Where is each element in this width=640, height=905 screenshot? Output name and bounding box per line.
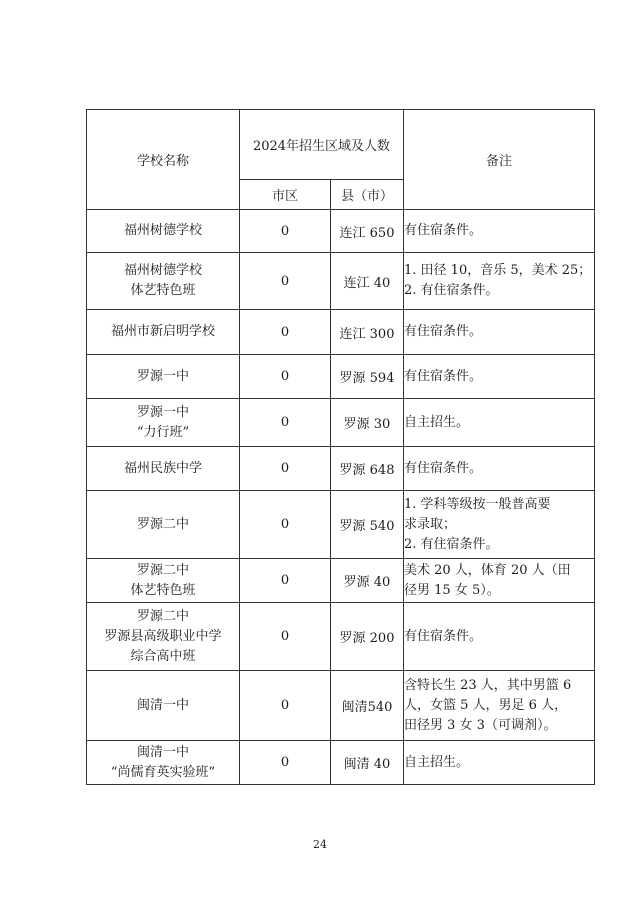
remarks-line: 径男 15 女 5）。 xyxy=(404,582,500,598)
table-row xyxy=(87,210,595,253)
city-count-cell: 0 xyxy=(240,559,331,603)
school-name-line: 闽清一中 xyxy=(136,697,189,713)
city-count-cell: 0 xyxy=(240,210,331,253)
remarks-line: 求录取； xyxy=(404,516,457,532)
city-count-cell: 0 xyxy=(240,603,331,671)
county-count-cell: 罗源 594 xyxy=(331,355,404,399)
school-name-line: 福州树德学校 xyxy=(123,263,202,278)
remarks-cell xyxy=(404,671,595,741)
county-count-cell: 罗源 648 xyxy=(331,447,404,491)
county-count-cell: 连江 650 xyxy=(331,210,404,253)
remarks-line: 有住宿条件。 xyxy=(404,368,483,384)
city-count-cell: 0 xyxy=(240,491,331,559)
remarks-line: 有住宿条件。 xyxy=(404,223,483,238)
remarks-line: 美术 20 人，体育 20 人（田 xyxy=(404,562,571,578)
school-name-line: “力行班” xyxy=(136,424,190,440)
remarks-line: 含特长生 23 人，其中男篮 6 xyxy=(404,677,572,693)
city-count-cell: 0 xyxy=(240,399,331,447)
city-count-cell: 0 xyxy=(240,741,331,785)
school-name-line: “尚儒育英实验班” xyxy=(110,764,216,780)
school-name-line: 福州树德学校 xyxy=(123,223,202,238)
county-count-cell: 罗源 200 xyxy=(331,603,404,671)
remarks-cell xyxy=(404,253,595,310)
table-row xyxy=(87,355,595,399)
header-city: 市区 xyxy=(240,180,331,210)
school-name-line: 罗源二中 xyxy=(136,562,189,578)
school-name-line: 闽清一中 xyxy=(136,744,189,760)
city-count-cell: 0 xyxy=(240,355,331,399)
remarks-line: 2. 有住宿条件。 xyxy=(404,536,499,552)
remarks-line: 自主招生。 xyxy=(404,754,470,770)
remarks-cell xyxy=(404,491,595,559)
remarks-cell xyxy=(404,741,595,785)
school-name-cell xyxy=(87,447,240,491)
table-row xyxy=(87,491,595,559)
school-name-line: 福州民族中学 xyxy=(123,460,202,476)
header-county: 县（市） xyxy=(331,180,404,210)
table-row xyxy=(87,741,595,785)
table-row xyxy=(87,310,595,355)
remarks-line: 自主招生。 xyxy=(404,414,470,430)
school-name-line: 体艺特色班 xyxy=(130,582,196,598)
school-name-cell xyxy=(87,310,240,355)
table-row xyxy=(87,671,595,741)
county-count-cell: 罗源 540 xyxy=(331,491,404,559)
school-name-cell xyxy=(87,491,240,559)
remarks-line: 2. 有住宿条件。 xyxy=(404,283,499,298)
school-name-cell xyxy=(87,399,240,447)
school-name-line: 福州市新启明学校 xyxy=(110,324,215,339)
table-row xyxy=(87,447,595,491)
school-name-line: 罗源二中 xyxy=(136,516,189,532)
remarks-cell xyxy=(404,399,595,447)
remarks-line: 1. 学科等级按一般普高要 xyxy=(404,496,551,512)
remarks-cell xyxy=(404,559,595,603)
school-name-cell xyxy=(87,210,240,253)
school-name-line: 罗源县高级职业中学 xyxy=(104,628,222,644)
table-row xyxy=(87,603,595,671)
remarks-cell xyxy=(404,355,595,399)
school-name-line: 综合高中班 xyxy=(130,648,196,664)
admission-table xyxy=(86,109,595,785)
remarks-line: 有住宿条件。 xyxy=(404,324,483,339)
remarks-line: 1. 田径 10，音乐 5，美术 25； xyxy=(404,263,592,278)
remarks-line: 有住宿条件。 xyxy=(404,628,483,644)
school-name-cell xyxy=(87,559,240,603)
remarks-line: 田径男 3 女 3（可调剂）。 xyxy=(404,717,557,733)
city-count-cell: 0 xyxy=(240,671,331,741)
school-name-cell xyxy=(87,355,240,399)
county-count-cell: 连江 300 xyxy=(331,310,404,355)
school-name-cell xyxy=(87,253,240,310)
school-name-cell xyxy=(87,741,240,785)
table-row xyxy=(87,399,595,447)
remarks-line: 人，女篮 5 人，男足 6 人， xyxy=(404,697,568,713)
school-name-line: 罗源一中 xyxy=(136,368,189,384)
school-name-line: 罗源一中 xyxy=(136,404,189,420)
county-count-cell: 闽清 40 xyxy=(331,741,404,785)
county-count-cell: 罗源 40 xyxy=(331,559,404,603)
table-row xyxy=(87,559,595,603)
county-count-cell: 连江 40 xyxy=(331,253,404,310)
county-count-cell: 罗源 30 xyxy=(331,399,404,447)
school-name-line: 体艺特色班 xyxy=(130,283,196,298)
remarks-cell xyxy=(404,210,595,253)
school-name-line: 罗源二中 xyxy=(136,608,189,624)
remarks-cell xyxy=(404,447,595,491)
header-region-group: 2024年招生区域及人数 xyxy=(240,110,404,180)
table-row xyxy=(87,253,595,310)
remarks-cell xyxy=(404,310,595,355)
remarks-cell xyxy=(404,603,595,671)
county-count-cell: 闽清540 xyxy=(331,671,404,741)
header-school-name: 学校名称 xyxy=(87,110,240,210)
city-count-cell: 0 xyxy=(240,253,331,310)
city-count-cell: 0 xyxy=(240,310,331,355)
school-name-cell xyxy=(87,671,240,741)
school-name-cell xyxy=(87,603,240,671)
page-number: 24 xyxy=(313,838,327,851)
header-remarks: 备注 xyxy=(404,110,595,210)
city-count-cell: 0 xyxy=(240,447,331,491)
remarks-line: 有住宿条件。 xyxy=(404,460,483,476)
